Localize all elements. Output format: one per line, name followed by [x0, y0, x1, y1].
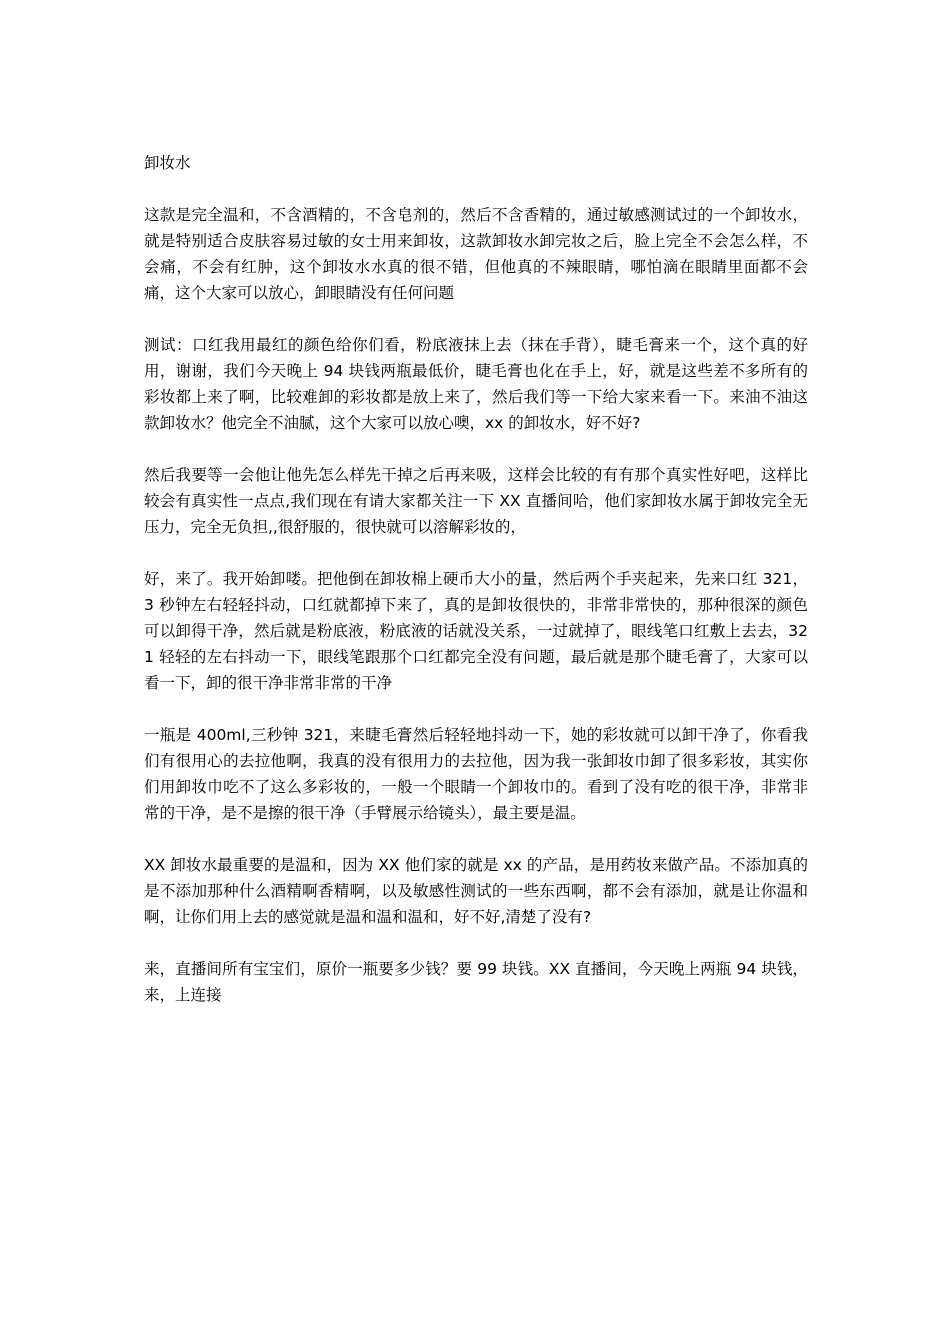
paragraph-wait: 然后我要等一会他让他先怎么样先干掉之后再来吸，这样会比较的有有那个真实性好吧，这样比较会有真实性一点点,我们现在有请大家都关注一下 XX 直播间哈，他们家卸妆水属于卸妆完全无压力，完全无负担,,很舒服的，很快就可以溶解彩妆的，	[144, 466, 808, 536]
paragraph-gentle: XX 卸妆水最重要的是温和，因为 XX 他们家的就是 xx 的产品，是用药妆来做产品。不添加真的是不添加那种什么酒精啊香精啊，以及敏感性测试的一些东西啊，都不会有添加，就是让你温和啊，让你们用上去的感觉就是温和温和温和，好不好,清楚了没有?	[144, 856, 808, 926]
paragraph-price: 来，直播间所有宝宝们，原价一瓶要多少钱？要 99 块钱。XX 直播间，今天晚上两瓶 94 块钱，来，上连接	[144, 960, 808, 1004]
paragraph-removal: 好，来了。我开始卸喽。把他倒在卸妆棉上硬币大小的量，然后两个手夹起来，先来口红 321，3 秒钟左右轻轻抖动，口红就都掉下来了，真的是卸妆很快的，非常非常快的，那种很深的颜色可以卸得干净，然后就是粉底液，粉底液的话就没关系，一过就掉了，眼线笔口红敷上去去，321 轻轻的左右抖动一下，眼线笔跟那个口红都完全没有问题，最后就是那个睫毛膏了，大家可以看一下，卸的很干净非常非常的干净	[144, 570, 808, 692]
document-title: 卸妆水	[144, 154, 191, 172]
paragraph-test: 测试：口红我用最红的颜色给你们看，粉底液抹上去（抹在手背），睫毛膏来一个，这个真的好用，谢谢，我们今天晚上 94 块钱两瓶最低价，睫毛膏也化在手上，好，就是这些差不多所有的彩妆都上来了啊，比较难卸的彩妆都是放上来了，然后我们等一下给大家来看一下。来油不油这款卸妆水？他完全不油腻，这个大家可以放心噢，xx 的卸妆水，好不好?	[144, 336, 808, 432]
document-page	[144, 150, 808, 1008]
paragraph-intro: 这款是完全温和，不含酒精的，不含皂剂的，然后不含香精的，通过敏感测试过的一个卸妆水，就是特别适合皮肤容易过敏的女士用来卸妆，这款卸妆水卸完妆之后，脸上完全不会怎么样，不会痛，不会有红肿，这个卸妆水水真的很不错，但他真的不辣眼睛，哪怕滴在眼睛里面都不会痛，这个大家可以放心，卸眼睛没有任何问题	[144, 206, 808, 302]
paragraph-bottle: 一瓶是 400ml,三秒钟 321，来睫毛膏然后轻轻地抖动一下，她的彩妆就可以卸干净了，你看我们有很用心的去拉他啊，我真的没有很用力的去拉他，因为我一张卸妆巾卸了很多彩妆，其实你们用卸妆巾吃不了这么多彩妆的，一般一个眼睛一个卸妆巾的。看到了没有吃的很干净，非常非常的干净，是不是擦的很干净（手臂展示给镜头），最主要是温。	[144, 726, 808, 822]
